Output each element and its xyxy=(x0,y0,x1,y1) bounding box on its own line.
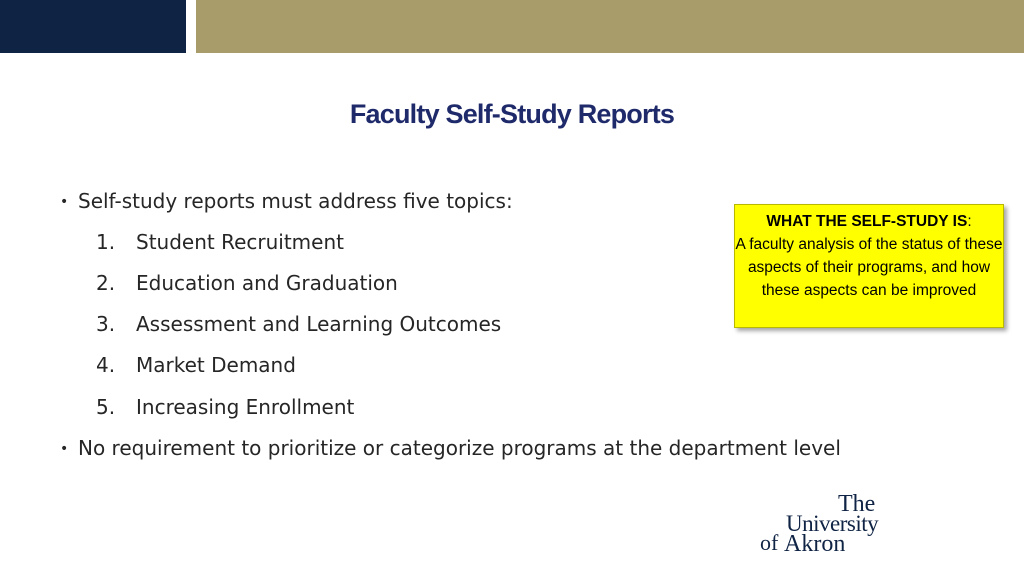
callout-heading: WHAT THE SELF-STUDY IS xyxy=(766,213,968,230)
topic-number: 1. xyxy=(96,230,116,254)
bullet-marker: • xyxy=(60,194,69,210)
bullet-item xyxy=(60,189,513,213)
topic-item xyxy=(96,230,344,254)
topic-text: Student Recruitment xyxy=(136,230,344,254)
topic-text: Increasing Enrollment xyxy=(136,395,355,419)
topic-number: 2. xyxy=(96,271,116,295)
topic-text: Assessment and Learning Outcomes xyxy=(136,312,502,336)
callout-colon: : xyxy=(967,213,972,230)
callout-body: A faculty analysis of the status of these aspects of their programs, and how these aspects can be improved xyxy=(735,236,1003,299)
bullet-item xyxy=(60,436,841,460)
header-navy-bar xyxy=(0,0,186,53)
logo-line-akron: Akron xyxy=(784,531,846,554)
bullet-text: Self-study reports must address five topics: xyxy=(78,189,513,213)
bullet-marker: • xyxy=(60,441,69,457)
topic-number: 3. xyxy=(96,312,116,336)
university-logo xyxy=(758,494,922,554)
callout-heading-line xyxy=(735,210,1003,233)
topic-item xyxy=(96,395,354,419)
bullet-text: No requirement to prioritize or categorize programs at the department level xyxy=(78,436,841,460)
topic-text: Market Demand xyxy=(136,353,296,377)
topic-item xyxy=(96,312,501,336)
header-gold-bar xyxy=(196,0,1024,53)
logo-line-of: of xyxy=(760,530,779,554)
topic-item xyxy=(96,353,296,377)
logo-line-university: University xyxy=(786,511,879,536)
logo-line-the: The xyxy=(838,494,876,517)
slide-title: Faculty Self-Study Reports xyxy=(349,99,675,129)
topic-number: 5. xyxy=(96,395,116,419)
callout-box xyxy=(734,204,1004,328)
topic-item xyxy=(96,271,398,295)
topic-number: 4. xyxy=(96,353,116,377)
topic-text: Education and Graduation xyxy=(136,271,398,295)
